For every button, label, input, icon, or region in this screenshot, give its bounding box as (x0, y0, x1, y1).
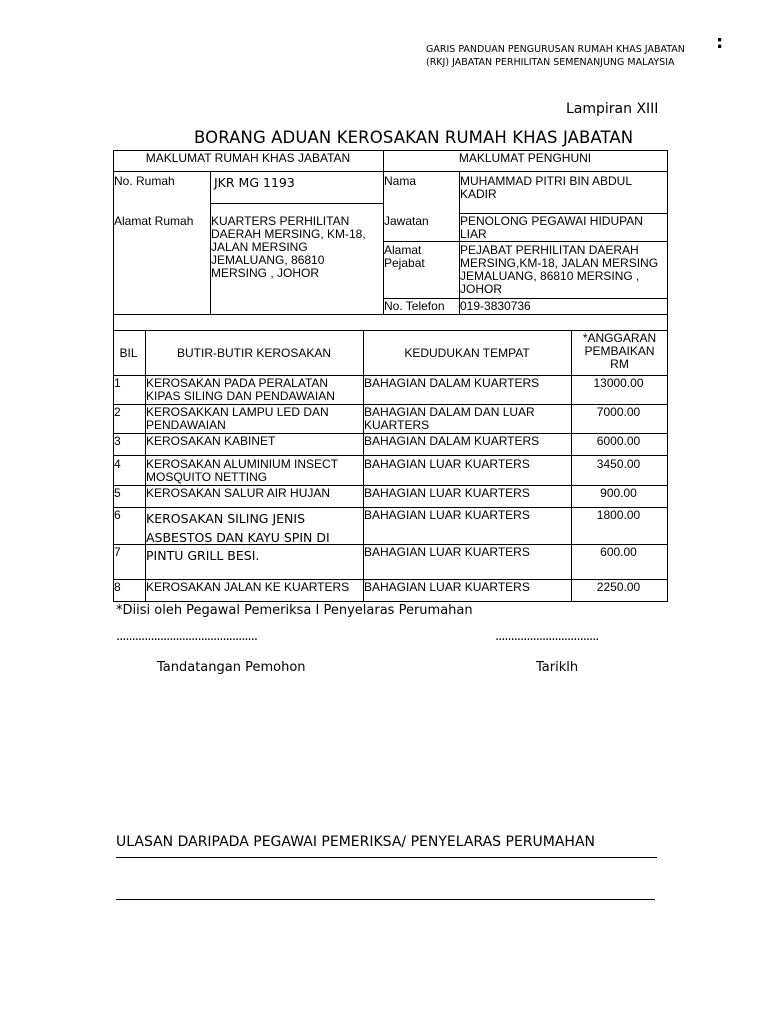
row-5-tempat: BAHAGIAN LUAR KUARTERS (364, 486, 530, 500)
row-6-butir: KEROSAKAN SILING JENIS ASBESTOS DAN KAYU SPIN DI (146, 511, 330, 544)
row-4-butir: KEROSAKAN ALUMINIUM INSECT MOSQUITO NETTING (146, 457, 338, 484)
row-8-anggaran: 2250.00 (596, 580, 641, 594)
row-6-tempat: BAHAGIAN LUAR KUARTERS (364, 508, 530, 522)
penghuni-section-header: MAKLUMAT PENGHUNI (458, 151, 592, 165)
row-5-anggaran: 900.00 (600, 486, 637, 500)
header-line-1: GARIS PANDUAN PENGURUSAN RUMAH KHAS JABATAN (426, 44, 685, 55)
row-1-tempat: BAHAGIAN DALAM KUARTERS (364, 376, 540, 390)
table-border-bottom (113, 601, 668, 602)
col-header-kedudukan: KEDUDUKAN TEMPAT (404, 346, 530, 360)
row-2-tempat: BAHAGIAN DALAM DAN LUAR KUARTERS (364, 405, 535, 432)
table-rule (113, 314, 668, 315)
row-7-tempat: BAHAGIAN LUAR KUARTERS (364, 545, 530, 559)
row-4-anggaran: 3450.00 (596, 457, 641, 471)
nama-label: Nama (384, 174, 417, 188)
row-2-anggaran: 7000.00 (596, 405, 641, 419)
row-6-bil: 6 (114, 508, 121, 522)
alamat-rumah-label: Alamat Rumah (114, 214, 194, 228)
row-8-tempat: BAHAGIAN LUAR KUARTERS (364, 580, 530, 594)
telefon-value: 019-3830736 (460, 299, 531, 313)
row-7-anggaran: 600.00 (600, 545, 637, 559)
row-1-butir: KEROSAKAN PADA PERALATAN KIPAS SILING DAN PENDAWAIAN (146, 376, 335, 403)
row-7-bil: 7 (114, 545, 121, 559)
footnote: *Diisi oleh Pegawal Pemeriksa I Penyelaras Perumahan (116, 603, 473, 618)
ulasan-line-1 (116, 857, 657, 858)
alamat-pejabat-value: PEJABAT PERHILITAN DAERAH MERSING,KM-18, JALAN MERSING JEMALUANG, 86810 MERSING , JOHOR (460, 243, 659, 296)
row-2-butir: KEROSAKKAN LAMPU LED DAN PENDAWAIAN (146, 405, 329, 432)
rumah-section-header: MAKLUMAT RUMAH KHAS JABATAN (145, 151, 351, 165)
no-rumah-value: JKR MG 1193 (214, 175, 295, 190)
row-4-bil: 4 (114, 457, 121, 471)
row-3-anggaran: 6000.00 (596, 434, 641, 448)
row-3-bil: 3 (114, 434, 121, 448)
tandatangan-label: Tandatangan Pemohon (157, 660, 306, 675)
row-7-butir: PINTU GRILL BESI. (146, 548, 260, 563)
row-4-tempat: BAHAGIAN LUAR KUARTERS (364, 457, 530, 471)
row-5-butir: KEROSAKAN SALUR AIR HUJAN (146, 486, 331, 500)
row-8-bil: 8 (114, 580, 121, 594)
lampiran-label: Lampiran XIII (566, 101, 659, 117)
row-1-anggaran: 13000.00 (593, 376, 644, 390)
date-line: ................................. (495, 629, 599, 644)
jawatan-value: PENOLONG PEGAWAI HIDUPAN LIAR (460, 214, 643, 241)
ulasan-line-2 (116, 899, 655, 900)
no-rumah-label: No. Rumah (114, 174, 175, 188)
col-header-bil: BIL (119, 346, 138, 360)
document-header (426, 43, 685, 69)
col-header-butir: BUTIR-BUTIR KEROSAKAN (176, 346, 332, 360)
row-6-anggaran: 1800.00 (596, 508, 641, 522)
row-1-bil: 1 (114, 376, 121, 390)
header-mark: : (716, 32, 724, 53)
row-8-butir: KEROSAKAN JALAN KE KUARTERS (146, 580, 350, 594)
row-3-tempat: BAHAGIAN DALAM KUARTERS (364, 434, 540, 448)
table-rule (383, 241, 668, 242)
alamat-pejabat-label: Alamat Pejabat (384, 243, 425, 270)
table-rule (210, 203, 383, 204)
telefon-label: No. Telefon (384, 299, 445, 313)
alamat-rumah-value: KUARTERS PERHILITAN DAERAH MERSING, KM-18, JALAN MERSING JEMALUANG, 86810 MERSING , JOHOR (211, 214, 366, 280)
header-line-2: (RKJ) JABATAN PERHILITAN SEMENANJUNG MALAYSIA (426, 57, 675, 68)
row-3-butir: KEROSAKAN KABINET (146, 434, 276, 448)
signature-line: ............................................. (116, 629, 257, 644)
form-title: BORANG ADUAN KEROSAKAN RUMAH KHAS JABATAN (194, 128, 634, 147)
jawatan-label: Jawatan (384, 214, 429, 228)
ulasan-heading: ULASAN DARIPADA PEGAWAI PEMERIKSA/ PENYELARAS PERUMAHAN (116, 834, 595, 850)
row-5-bil: 5 (114, 486, 121, 500)
nama-value: MUHAMMAD PITRI BIN ABDUL KADIR (460, 174, 632, 201)
tarikh-label: Tariklh (536, 660, 579, 675)
row-2-bil: 2 (114, 405, 121, 419)
col-header-anggaran: *ANGGARAN PEMBAIKAN RM (582, 331, 657, 371)
table-rule (113, 171, 668, 172)
table-border-right (667, 150, 668, 602)
